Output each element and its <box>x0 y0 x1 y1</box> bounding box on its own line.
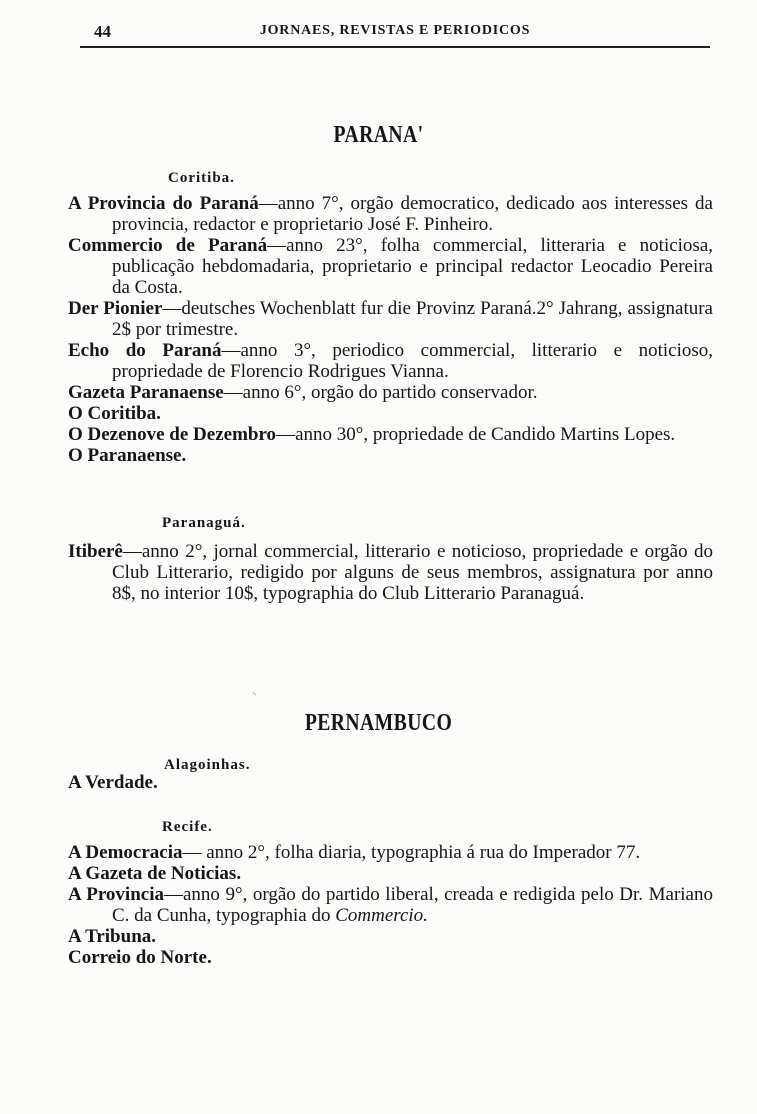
city-heading-paranagua: Paranaguá. <box>162 515 246 531</box>
list-item: Gazeta Paranaense—anno 6°, orgão do partido conservador. <box>68 382 538 403</box>
city-heading-recife: Recife. <box>162 819 213 835</box>
page-number: 44 <box>94 22 111 41</box>
coritiba-entries <box>68 193 713 466</box>
list-item: Correio do Norte. <box>68 947 212 968</box>
list-item: O Paranaense. <box>68 445 187 466</box>
list-item: Echo do Paraná—anno 3°, periodico commercial, litterario e noticioso, propriedade de Florencio Rodrigues Vianna. <box>68 340 713 382</box>
running-title: JORNAES, REVISTAS E PERIODICOS <box>259 23 531 38</box>
list-item: Commercio de Paraná—anno 23°, folha commercial, litteraria e noticiosa, publicação hebdomadaria, proprietario e principal redactor Leocadio Pereira da Costa. <box>68 235 714 298</box>
list-item: Der Pionier—deutsches Wochenblatt fur die Provinz Paraná.2° Jahrang, assignatura 2$ por trimestre. <box>68 298 713 340</box>
list-item: A Tribuna. <box>68 926 157 947</box>
alagoinhas-entries <box>68 772 713 793</box>
section-title-parana: PARANA' <box>333 122 424 148</box>
list-item: A Democracia— anno 2°, folha diaria, typographia á rua do Imperador 77. <box>68 842 641 863</box>
paranagua-entries <box>68 541 713 604</box>
list-item: A Verdade. <box>68 772 158 793</box>
print-speck: ⸌ <box>252 691 257 702</box>
city-heading-alagoinhas: Alagoinhas. <box>164 757 251 773</box>
section-title-pernambuco: PERNAMBUCO <box>304 710 453 736</box>
list-item: O Coritiba. <box>68 403 161 424</box>
list-item: A Provincia—anno 9°, orgão do partido liberal, creada e redigida pelo Dr. Mariano C. da Cunha, typographia do Commercio. <box>68 884 713 926</box>
list-item: A Provincia do Paraná—anno 7°, orgão democratico, dedicado aos interesses da provincia, redactor e proprietario José F. Pinheiro. <box>68 193 713 235</box>
list-item: Itiberê—anno 2°, jornal commercial, litterario e noticioso, propriedade e orgão do Club Litterario, redigido por alguns de seus membros, assignatura por anno 8$, no interior 10$, typographia do Club Litterario Paranaguá. <box>68 541 713 604</box>
city-heading-coritiba: Coritiba. <box>168 170 235 186</box>
list-item: O Dezenove de Dezembro—anno 30°, propriedade de Candido Martins Lopes. <box>68 424 676 445</box>
recife-entries <box>68 842 713 968</box>
list-item: A Gazeta de Noticias. <box>68 863 242 884</box>
page-header <box>80 22 710 48</box>
